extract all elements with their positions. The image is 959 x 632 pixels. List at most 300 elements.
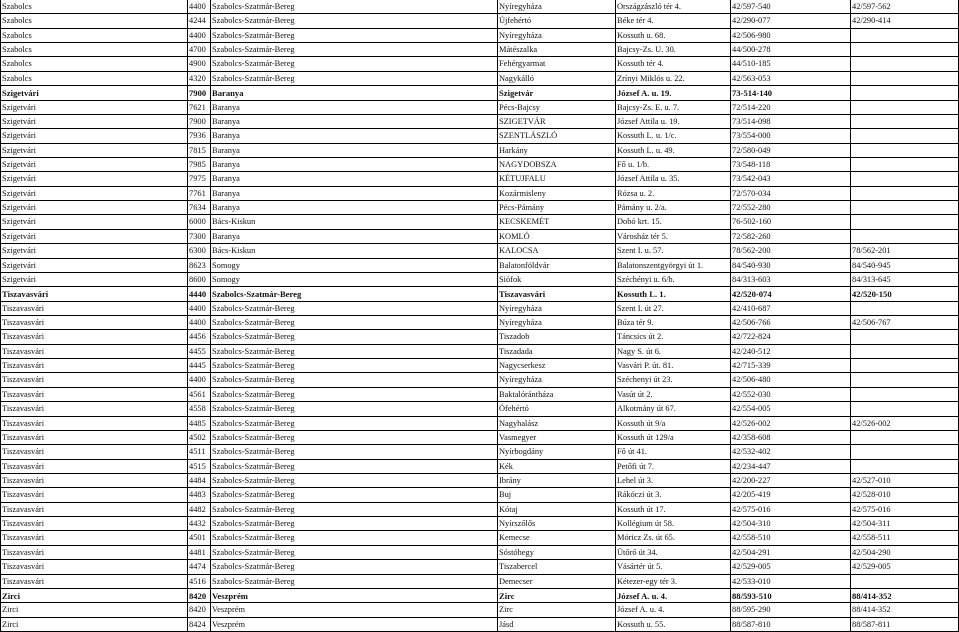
postcode-cell: 4320 bbox=[189, 73, 206, 83]
city-cell: SZIGETVÁR bbox=[499, 116, 546, 126]
branch-cell: Szigetvári bbox=[2, 145, 36, 155]
table-row bbox=[0, 330, 959, 344]
phone-cell: 42/529-005 bbox=[732, 562, 771, 572]
city-cell: Nyíregyháza bbox=[499, 318, 542, 327]
city-cell: Ófehértó bbox=[499, 404, 529, 414]
county-cell: Szabolcs-Szatmár-Bereg bbox=[212, 562, 295, 572]
address-cell: Rákóczi út 3. bbox=[617, 490, 662, 500]
branch-cell: Tiszavasvári bbox=[2, 504, 45, 514]
city-cell: Zirc bbox=[499, 590, 515, 601]
city-cell: KECSKEMÉT bbox=[499, 217, 550, 227]
county-cell: Szabolcs-Szatmár-Bereg bbox=[212, 447, 295, 457]
city-cell: Nyíregyháza bbox=[499, 2, 542, 11]
address-cell: Szent I. u. 57. bbox=[617, 246, 664, 256]
city-cell: Baktalórántháza bbox=[499, 389, 554, 399]
branch-cell: Szabolcs bbox=[2, 73, 32, 83]
address-cell: Fő u. 1/b. bbox=[617, 160, 650, 169]
table-row bbox=[0, 244, 959, 258]
address-cell: Kossuth L. u. 1/c. bbox=[617, 131, 677, 141]
branch-cell: Zirci bbox=[2, 619, 19, 629]
postcode-cell: 4502 bbox=[189, 432, 206, 442]
county-cell: Somogy bbox=[212, 274, 240, 284]
table-row bbox=[0, 287, 959, 301]
address-cell: Kétezer-egy tér 3. bbox=[617, 576, 678, 586]
branch-cell: Szigetvári bbox=[2, 260, 36, 270]
postcode-cell: 4700 bbox=[189, 45, 206, 55]
table-row bbox=[0, 101, 959, 115]
table-row bbox=[0, 575, 959, 589]
postcode-cell: 4445 bbox=[189, 361, 206, 371]
postcode-cell: 4511 bbox=[189, 447, 206, 457]
fax-cell bbox=[850, 215, 959, 229]
branch-cell: Szigetvári bbox=[2, 231, 36, 241]
address-cell: Országzászló tér 4. bbox=[617, 2, 681, 11]
address-cell: Vásártér út 5. bbox=[617, 562, 663, 572]
table-row bbox=[0, 431, 959, 445]
table-row bbox=[0, 417, 959, 431]
branch-cell: Zirci bbox=[2, 605, 19, 615]
table-row bbox=[0, 115, 959, 129]
city-cell: Ibrány bbox=[499, 476, 521, 485]
postcode-cell: 4482 bbox=[189, 504, 206, 514]
phone-cell: 44/510-185 bbox=[732, 59, 771, 69]
fax-cell: 78/562-201 bbox=[852, 246, 891, 256]
address-cell: Béke tér 4. bbox=[617, 16, 654, 26]
county-cell: Szabolcs-Szatmár-Bereg bbox=[212, 73, 295, 83]
table-row bbox=[0, 603, 959, 617]
postcode-cell: 4561 bbox=[189, 389, 206, 399]
phone-cell: 88/595-290 bbox=[732, 605, 771, 615]
address-cell: Városház tér 5. bbox=[617, 231, 668, 241]
phone-cell: 73/548-118 bbox=[732, 160, 771, 169]
address-cell: Kossuth tér 4. bbox=[617, 59, 664, 69]
address-cell: József A. u. 4. bbox=[617, 590, 668, 601]
city-cell: Kozármisleny bbox=[499, 188, 546, 198]
table-row bbox=[0, 158, 959, 172]
fax-cell bbox=[850, 402, 959, 416]
phone-cell: 84/540-930 bbox=[732, 260, 771, 270]
branch-cell: Szabolcs bbox=[2, 16, 32, 26]
county-cell: Baranya bbox=[212, 231, 240, 241]
postcode-cell: 4501 bbox=[189, 533, 206, 543]
fax-cell bbox=[850, 86, 959, 100]
postcode-cell: 7936 bbox=[189, 131, 206, 141]
table-row bbox=[0, 215, 959, 229]
postcode-cell: 4432 bbox=[189, 519, 206, 529]
address-cell: Dobó krt. 15. bbox=[617, 217, 662, 227]
table-row bbox=[0, 359, 959, 373]
phone-cell: 42/506-480 bbox=[732, 375, 771, 385]
postcode-cell: 4456 bbox=[189, 332, 206, 342]
phone-cell: 73/542-043 bbox=[732, 174, 771, 184]
county-cell: Baranya bbox=[212, 174, 240, 184]
city-cell: Szigetvár bbox=[499, 88, 534, 99]
branch-cell: Tiszavasvári bbox=[2, 289, 49, 300]
postcode-cell: 7621 bbox=[189, 102, 206, 112]
table-row bbox=[0, 345, 959, 359]
branch-cell: Tiszavasvári bbox=[2, 346, 45, 356]
address-cell: József Attila u. 35. bbox=[617, 174, 680, 184]
county-cell: Bács-Kiskun bbox=[212, 217, 256, 227]
table-row bbox=[0, 230, 959, 244]
address-cell: Fő út 41. bbox=[617, 447, 648, 457]
postcode-cell: 4558 bbox=[189, 404, 206, 414]
county-cell: Baranya bbox=[212, 203, 240, 213]
address-cell: Kossuth út 129/a bbox=[617, 432, 674, 442]
table-row bbox=[0, 273, 959, 287]
phone-cell: 42/554-005 bbox=[732, 404, 771, 414]
table-row bbox=[0, 531, 959, 545]
table-row bbox=[0, 373, 959, 387]
phone-cell: 42/506-980 bbox=[732, 30, 771, 40]
column-divider bbox=[850, 0, 851, 632]
address-cell: József A. u. 4. bbox=[617, 605, 665, 615]
address-cell: Ütőrő út 34. bbox=[617, 547, 658, 557]
postcode-cell: 7975 bbox=[189, 174, 206, 184]
table-row bbox=[0, 488, 959, 502]
address-cell: Kossuth u. 55. bbox=[617, 619, 666, 629]
table-row bbox=[0, 460, 959, 474]
table-row bbox=[0, 503, 959, 517]
postcode-cell: 7900 bbox=[189, 116, 206, 126]
county-cell: Baranya bbox=[212, 145, 240, 155]
city-cell: Demecser bbox=[499, 576, 533, 586]
phone-cell: 76-502-160 bbox=[732, 217, 772, 227]
city-cell: Nyíregyháza bbox=[499, 30, 542, 40]
city-cell: Tiszabercel bbox=[499, 562, 538, 572]
address-cell: Kossuth út 9/a bbox=[617, 418, 666, 428]
fax-cell: 42/529-005 bbox=[852, 562, 891, 572]
county-cell: Szabolcs-Szatmár-Bereg bbox=[212, 576, 295, 586]
county-cell: Baranya bbox=[212, 116, 240, 126]
fax-cell bbox=[850, 187, 959, 201]
city-cell: KÉTUJFALU bbox=[499, 174, 546, 184]
phone-cell: 88/587-810 bbox=[732, 619, 771, 629]
county-cell: Szabolcs-Szatmár-Bereg bbox=[212, 59, 295, 69]
postcode-cell: 8420 bbox=[189, 590, 207, 601]
phone-cell: 42/520-074 bbox=[732, 289, 772, 300]
table-row bbox=[0, 144, 959, 158]
address-cell: Széchényi u. 6/b. bbox=[617, 274, 675, 284]
fax-cell: 88/414-352 bbox=[852, 590, 892, 601]
address-cell: Lehel út 3. bbox=[617, 476, 654, 485]
city-cell: Pécs-Pámány bbox=[499, 203, 545, 213]
phone-cell: 72/580-049 bbox=[732, 145, 771, 155]
county-cell: Szabolcs-Szatmár-Bereg bbox=[212, 461, 295, 471]
city-cell: Kótaj bbox=[499, 504, 518, 514]
county-cell: Szabolcs-Szatmár-Bereg bbox=[212, 361, 295, 371]
city-cell: Balatonföldvár bbox=[499, 260, 550, 270]
address-cell: Petőfi út 7. bbox=[617, 461, 654, 471]
city-cell: Nyíregyháza bbox=[499, 303, 542, 313]
address-cell: Bajcsy-Zs. U. 30. bbox=[617, 45, 676, 55]
fax-cell bbox=[850, 115, 959, 129]
phone-cell: 42/558-510 bbox=[732, 533, 771, 543]
postcode-cell: 7761 bbox=[189, 188, 206, 198]
fax-cell bbox=[850, 230, 959, 244]
county-cell: Szabolcs-Szatmár-Bereg bbox=[212, 533, 295, 543]
column-divider bbox=[187, 0, 188, 632]
county-cell: Szabolcs-Szatmár-Bereg bbox=[212, 30, 295, 40]
column-divider bbox=[615, 0, 616, 632]
county-cell: Szabolcs-Szatmár-Bereg bbox=[212, 519, 295, 529]
address-cell: Táncsics út 2. bbox=[617, 332, 664, 342]
address-cell: József Attila u. 19. bbox=[617, 116, 680, 126]
table-row bbox=[0, 86, 959, 100]
city-cell: Nagycserkesz bbox=[499, 361, 546, 371]
phone-cell: 84/313-603 bbox=[732, 274, 771, 284]
postcode-cell: 8600 bbox=[189, 274, 206, 284]
phone-cell: 73/554-000 bbox=[732, 131, 771, 141]
branch-cell: Szigetvári bbox=[2, 188, 36, 198]
fax-cell: 42/597-562 bbox=[852, 2, 891, 11]
branch-cell: Tiszavasvári bbox=[2, 447, 45, 457]
address-cell: Rózsa u. 2. bbox=[617, 188, 655, 198]
fax-cell bbox=[850, 144, 959, 158]
fax-cell bbox=[850, 575, 959, 589]
table-row bbox=[0, 201, 959, 215]
branch-cell: Tiszavasvári bbox=[2, 533, 45, 543]
postcode-cell: 4900 bbox=[189, 59, 206, 69]
address-cell: Balatonszentgyörgyi út 1. bbox=[617, 260, 704, 270]
phone-cell: 88/593-510 bbox=[732, 590, 772, 601]
phone-cell: 72/570-034 bbox=[732, 188, 771, 198]
phone-cell: 42/504-310 bbox=[732, 519, 771, 529]
phone-cell: 42/597-540 bbox=[732, 2, 771, 11]
city-cell: Nagyhalász bbox=[499, 418, 539, 428]
fax-cell bbox=[850, 57, 959, 71]
table-row bbox=[0, 316, 959, 330]
county-cell: Baranya bbox=[212, 131, 240, 141]
phone-cell: 42/506-766 bbox=[732, 318, 771, 327]
fax-cell: 42/527-010 bbox=[852, 476, 891, 485]
branch-cell: Szabolcs bbox=[2, 30, 32, 40]
postcode-cell: 4400 bbox=[189, 303, 206, 313]
fax-cell bbox=[850, 101, 959, 115]
phone-cell: 42/290-077 bbox=[732, 16, 771, 26]
city-cell: Vasmegyer bbox=[499, 432, 537, 442]
address-cell: Vasút út 2. bbox=[617, 389, 653, 399]
branch-cell: Szigetvári bbox=[2, 203, 36, 213]
county-cell: Baranya bbox=[212, 188, 240, 198]
county-cell: Szabolcs-Szatmár-Bereg bbox=[212, 547, 295, 557]
city-cell: KALOCSA bbox=[499, 246, 539, 256]
phone-cell: 72/582-260 bbox=[732, 231, 771, 241]
fax-cell bbox=[850, 158, 959, 172]
table-row bbox=[0, 474, 959, 488]
table-row bbox=[0, 546, 959, 560]
phone-cell: 42/205-419 bbox=[732, 490, 771, 500]
county-cell: Szabolcs-Szatmár-Bereg bbox=[212, 332, 295, 342]
fax-cell bbox=[850, 460, 959, 474]
city-cell: Nagykálló bbox=[499, 73, 534, 83]
branch-cell: Zirci bbox=[2, 590, 20, 601]
phone-cell: 78/562-200 bbox=[732, 246, 771, 256]
city-cell: Nyírbogdány bbox=[499, 447, 544, 457]
city-cell: Mátészalka bbox=[499, 45, 538, 55]
phone-cell: 42/504-291 bbox=[732, 547, 771, 557]
table-row bbox=[0, 517, 959, 531]
county-cell: Szabolcs-Szatmár-Bereg bbox=[212, 2, 295, 11]
branch-cell: Tiszavasvári bbox=[2, 547, 45, 557]
fax-cell: 42/290-414 bbox=[852, 16, 891, 26]
table-row bbox=[0, 302, 959, 316]
city-cell: Harkány bbox=[499, 145, 528, 155]
address-cell: Kossuth u. 68. bbox=[617, 30, 666, 40]
postcode-cell: 4400 bbox=[189, 30, 206, 40]
phone-cell: 42/563-053 bbox=[732, 73, 771, 83]
city-cell: Jásd bbox=[499, 619, 514, 629]
county-cell: Szabolcs-Szatmár-Bereg bbox=[212, 404, 295, 414]
table-row bbox=[0, 589, 959, 603]
phone-cell: 42/532-402 bbox=[732, 447, 771, 457]
branch-cell: Tiszavasvári bbox=[2, 562, 45, 572]
city-cell: Újfehértó bbox=[499, 16, 532, 26]
phone-cell: 42/715-339 bbox=[732, 361, 771, 371]
address-cell: Móricz Zs. út 65. bbox=[617, 533, 675, 543]
fax-cell: 42/504-290 bbox=[852, 547, 891, 557]
city-cell: Fehérgyarmat bbox=[499, 59, 546, 69]
postcode-cell: 7300 bbox=[189, 231, 206, 241]
city-cell: Zirc bbox=[499, 605, 513, 615]
table-row bbox=[0, 14, 959, 28]
branch-cell: Szigetvári bbox=[2, 174, 36, 184]
fax-cell: 88/414-352 bbox=[852, 605, 891, 615]
table-row bbox=[0, 445, 959, 459]
branch-cell: Tiszavasvári bbox=[2, 432, 45, 442]
table-row bbox=[0, 43, 959, 57]
phone-cell: 42/200-227 bbox=[732, 476, 771, 485]
table-row bbox=[0, 72, 959, 86]
table-row bbox=[0, 388, 959, 402]
fax-cell bbox=[850, 345, 959, 359]
county-cell: Baranya bbox=[212, 102, 240, 112]
address-cell: Kossuth L. 1. bbox=[617, 289, 666, 300]
county-cell: Szabolcs-Szatmár-Bereg bbox=[212, 432, 295, 442]
phone-cell: 73-514-140 bbox=[732, 88, 773, 99]
county-cell: Szabolcs-Szatmár-Bereg bbox=[212, 16, 295, 26]
address-cell: Kollégium út 58. bbox=[617, 519, 674, 529]
postcode-cell: 4244 bbox=[189, 16, 206, 26]
phone-cell: 42/240-512 bbox=[732, 346, 771, 356]
branch-cell: Tiszavasvári bbox=[2, 490, 45, 500]
branch-cell: Szigetvári bbox=[2, 274, 36, 284]
fax-cell bbox=[850, 172, 959, 186]
city-cell: Kemecse bbox=[499, 533, 530, 543]
city-cell: NAGYDOBSZA bbox=[499, 160, 557, 169]
county-cell: Szabolcs-Szatmár-Bereg bbox=[212, 389, 295, 399]
fax-cell: 42/558-511 bbox=[852, 533, 891, 543]
county-cell: Veszprém bbox=[212, 605, 246, 615]
phone-cell: 44/500-278 bbox=[732, 45, 771, 55]
postcode-cell: 6300 bbox=[189, 246, 206, 256]
branch-cell: Szigetvári bbox=[2, 160, 36, 169]
city-cell: KOMLÓ bbox=[499, 231, 530, 241]
postcode-cell: 4516 bbox=[189, 576, 206, 586]
city-cell: SZENTLÁSZLÓ bbox=[499, 131, 558, 141]
fax-cell bbox=[850, 373, 959, 387]
table-row bbox=[0, 560, 959, 574]
phone-cell: 42/410-687 bbox=[732, 303, 771, 313]
branch-cell: Szabolcs bbox=[2, 45, 32, 55]
table-row bbox=[0, 0, 959, 14]
county-cell: Veszprém bbox=[212, 619, 246, 629]
county-cell: Szabolcs-Szatmár-Bereg bbox=[212, 504, 295, 514]
branch-cell: Szigetvári bbox=[2, 131, 36, 141]
branch-cell: Tiszavasvári bbox=[2, 461, 45, 471]
phone-cell: 42/552-030 bbox=[732, 389, 771, 399]
city-cell: Siófok bbox=[499, 274, 522, 284]
address-cell: József A. u. 19. bbox=[617, 88, 672, 99]
column-divider bbox=[210, 0, 211, 632]
branch-cell: Tiszavasvári bbox=[2, 476, 45, 485]
address-cell: Széchenyi út 23. bbox=[617, 375, 673, 385]
branch-cell: Tiszavasvári bbox=[2, 404, 45, 414]
address-cell: Kossuth út 17. bbox=[617, 504, 666, 514]
branch-cell: Szigetvári bbox=[2, 116, 36, 126]
city-cell: Pécs-Bajcsy bbox=[499, 102, 540, 112]
county-cell: Baranya bbox=[212, 160, 240, 169]
branch-cell: Szabolcs bbox=[2, 59, 32, 69]
county-cell: Veszprém bbox=[212, 590, 248, 601]
fax-cell bbox=[850, 43, 959, 57]
fax-cell bbox=[850, 330, 959, 344]
address-cell: Szent I. út 27. bbox=[617, 303, 664, 313]
phone-cell: 42/575-016 bbox=[732, 504, 771, 514]
county-cell: Szabolcs-Szatmár-Bereg bbox=[212, 375, 295, 385]
fax-cell: 88/587-811 bbox=[852, 619, 891, 629]
phone-cell: 42/533-010 bbox=[732, 576, 771, 586]
phone-cell: 72/514-220 bbox=[732, 102, 771, 112]
branch-cell: Tiszavasvári bbox=[2, 418, 45, 428]
column-divider bbox=[730, 0, 731, 632]
county-cell: Szabolcs-Szatmár-Bereg bbox=[212, 318, 295, 327]
fax-cell: 42/526-002 bbox=[852, 418, 891, 428]
table-row bbox=[0, 129, 959, 143]
county-cell: Szabolcs-Szatmár-Bereg bbox=[212, 303, 295, 313]
phone-cell: 42/526-002 bbox=[732, 418, 771, 428]
postcode-cell: 8420 bbox=[189, 605, 206, 615]
postcode-cell: 4483 bbox=[189, 490, 206, 500]
postcode-cell: 8623 bbox=[189, 260, 206, 270]
phone-cell: 42/722-824 bbox=[732, 332, 771, 342]
city-cell: Sóstóhegy bbox=[499, 547, 534, 557]
city-cell: Tiszavasvári bbox=[499, 289, 546, 300]
table-row bbox=[0, 259, 959, 273]
address-cell: Pámány u. 2/a. bbox=[617, 203, 667, 213]
county-cell: Baranya bbox=[212, 88, 244, 99]
postcode-cell: 4400 bbox=[189, 318, 206, 327]
postcode-cell: 4474 bbox=[189, 562, 206, 572]
fax-cell: 42/575-016 bbox=[852, 504, 891, 514]
fax-cell: 42/504-311 bbox=[852, 519, 891, 529]
county-cell: Szabolcs-Szatmár-Bereg bbox=[212, 490, 295, 500]
fax-cell bbox=[850, 201, 959, 215]
branch-cell: Szigetvári bbox=[2, 217, 36, 227]
fax-cell bbox=[850, 431, 959, 445]
phone-cell: 42/234-447 bbox=[732, 461, 771, 471]
county-cell: Somogy bbox=[212, 260, 240, 270]
county-cell: Szabolcs-Szatmár-Bereg bbox=[212, 476, 295, 485]
address-cell: Vasvári P. út. 81. bbox=[617, 361, 674, 371]
branch-cell: Tiszavasvári bbox=[2, 361, 45, 371]
table-row bbox=[0, 172, 959, 186]
fax-cell: 84/313-645 bbox=[852, 274, 891, 284]
column-divider bbox=[0, 0, 1, 632]
branch-cell: Szigetvári bbox=[2, 246, 36, 256]
fax-cell bbox=[850, 129, 959, 143]
postcode-cell: 4485 bbox=[189, 418, 206, 428]
